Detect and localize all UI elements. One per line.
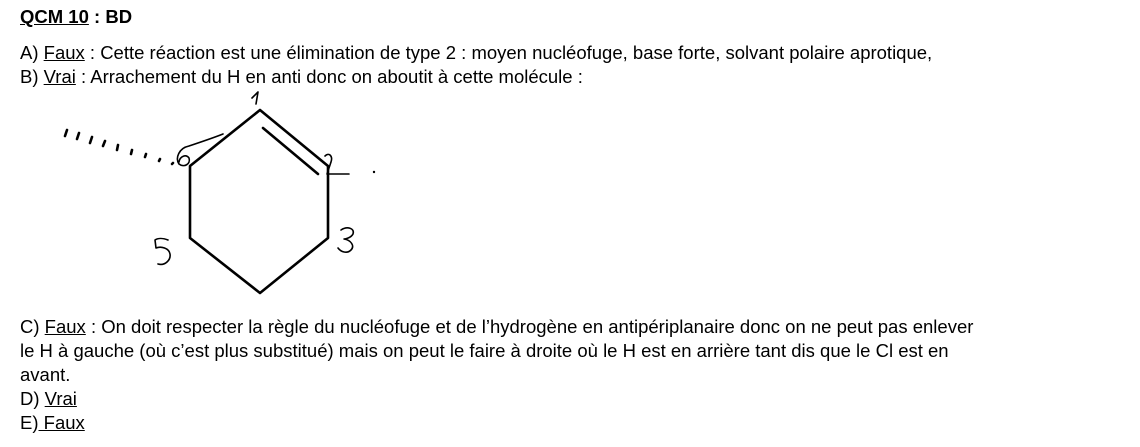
answer-a-letter: A) (20, 42, 44, 63)
answer-d-letter: D) (20, 388, 45, 409)
title-separator: : (88, 6, 106, 27)
label-1 (252, 92, 258, 104)
answer-e-letter: E) (20, 412, 39, 433)
answer-a-text: : Cette réaction est une élimination de type 2 : moyen nucléofuge, base forte, solvant polaire aprotique, (84, 42, 933, 63)
answer-c-text-line-2: le H à gauche (où c’est plus substitué) mais on peut le faire à droite où le H est en arrière tant dis que le Cl est en (20, 340, 949, 361)
answer-e-verdict: Faux (38, 412, 85, 433)
ring-bonds (190, 110, 328, 293)
hashed-wedge-bond (65, 130, 173, 164)
answer-c-text-line-1: : On doit respecter la règle du nucléofuge et de l’hydrogène en antipériplanaire donc on ne peut pas enlever (85, 316, 974, 337)
answer-d (20, 388, 77, 410)
answer-c (20, 316, 973, 338)
label-3 (338, 228, 353, 252)
qcm-label: QCM 10 (20, 6, 89, 27)
cyclohexene-drawing (55, 88, 395, 308)
answer-c-verdict: Faux (44, 316, 86, 337)
label-6 (177, 134, 223, 166)
answer-e (20, 412, 85, 434)
stray-dot (373, 171, 375, 173)
label-5 (155, 239, 170, 265)
answer-c-letter: C) (20, 316, 45, 337)
answer-a (20, 42, 932, 64)
label-2 (325, 154, 349, 174)
answer-b-letter: B) (20, 66, 44, 87)
answer-b-text: : Arrachement du H en anti donc on aboutit à cette molécule : (75, 66, 583, 87)
answer-b-verdict: Vrai (43, 66, 76, 87)
correct-answer: BD (105, 6, 133, 27)
answer-b (20, 66, 583, 88)
answer-a-verdict: Faux (43, 42, 85, 63)
question-title (20, 6, 132, 28)
answer-d-verdict: Vrai (44, 388, 77, 409)
answer-c-text-line-3: avant. (20, 364, 71, 385)
